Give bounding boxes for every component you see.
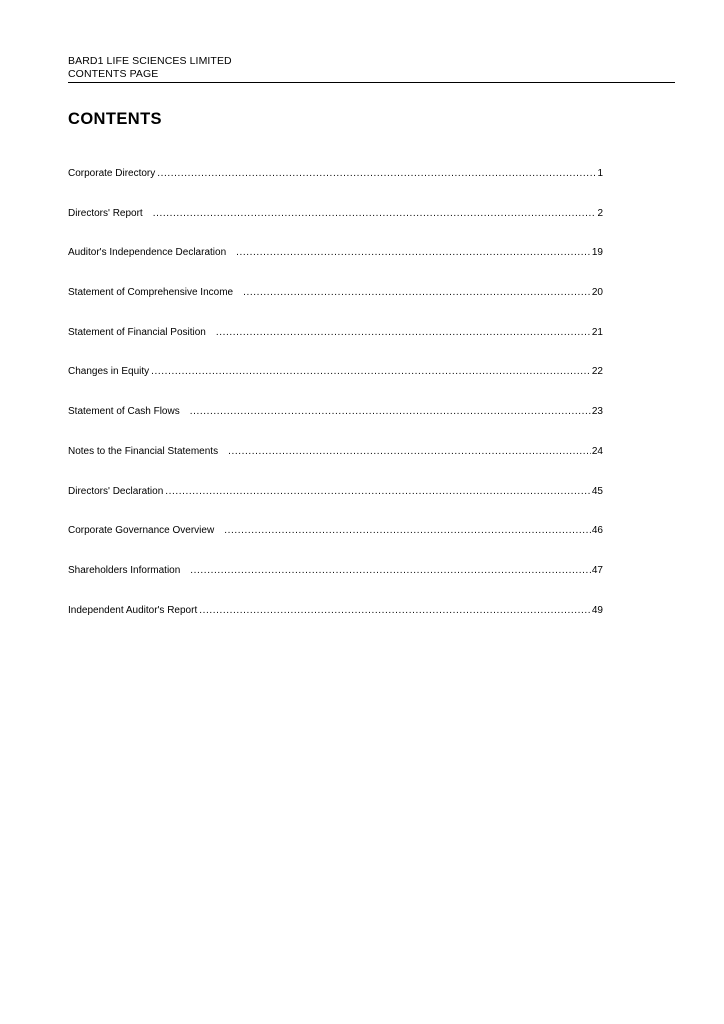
toc-entry-statement-of-financial-position[interactable] xyxy=(68,326,603,366)
toc-dot-leader xyxy=(228,445,591,459)
toc-dot-leader xyxy=(157,167,596,181)
toc-entry-corporate-governance-overview[interactable] xyxy=(68,524,603,564)
page-header xyxy=(68,55,675,83)
toc-entry-page: 20 xyxy=(591,287,603,299)
toc-entry-label: Corporate Governance Overview xyxy=(68,525,215,537)
toc-dot-leader xyxy=(243,286,591,300)
toc-entry-page: 21 xyxy=(591,326,603,338)
toc-entry-label: Directors' Declaration xyxy=(68,485,164,497)
toc-entry-page: 19 xyxy=(591,247,603,259)
toc-entry-page: 2 xyxy=(597,207,603,219)
toc-entry-label: Statement of Comprehensive Income xyxy=(68,287,234,299)
toc-entry-label: Directors' Report xyxy=(68,207,143,219)
toc-entry-auditors-independence-declaration[interactable] xyxy=(68,246,603,286)
toc-entry-label: Independent Auditor's Report xyxy=(68,604,198,616)
toc-dot-leader xyxy=(236,246,591,260)
toc-entry-label: Shareholders Information xyxy=(68,564,181,576)
toc-entry-page: 47 xyxy=(591,564,603,576)
toc-entry-page: 45 xyxy=(591,485,603,497)
toc-entry-page: 23 xyxy=(591,406,603,418)
toc-entry-statement-of-comprehensive-income[interactable] xyxy=(68,286,603,326)
toc-dot-leader xyxy=(190,405,591,419)
toc-entry-directors-report[interactable] xyxy=(68,207,603,247)
toc-dot-leader xyxy=(151,365,591,379)
toc-entry-page: 1 xyxy=(597,168,603,179)
toc-entry-label: Statement of Financial Position xyxy=(68,326,206,338)
toc-entry-page: 49 xyxy=(591,604,603,616)
toc-entry-statement-of-cash-flows[interactable] xyxy=(68,405,603,445)
toc-entry-label: Notes to the Financial Statements xyxy=(68,445,219,457)
toc-entry-directors-declaration[interactable] xyxy=(68,485,603,525)
toc-dot-leader xyxy=(165,485,591,499)
toc-entry-independent-auditors-report[interactable] xyxy=(68,604,603,644)
toc-dot-leader xyxy=(224,524,591,538)
toc-entry-label: Corporate Directory xyxy=(68,168,156,179)
toc-entry-label: Changes in Equity xyxy=(68,366,150,378)
toc-dot-leader xyxy=(190,564,591,578)
table-of-contents xyxy=(68,167,603,643)
toc-entry-page: 24 xyxy=(591,445,603,457)
company-name: BARD1 LIFE SCIENCES LIMITED xyxy=(68,55,232,67)
toc-entry-shareholders-information[interactable] xyxy=(68,564,603,604)
toc-entry-page: 46 xyxy=(591,525,603,537)
toc-dot-leader xyxy=(216,326,591,340)
toc-entry-corporate-directory[interactable] xyxy=(68,167,603,207)
toc-dot-leader xyxy=(153,207,597,221)
page-title: CONTENTS xyxy=(68,110,162,128)
toc-entry-label: Statement of Cash Flows xyxy=(68,406,180,418)
toc-dot-leader xyxy=(199,604,591,618)
toc-entry-page: 22 xyxy=(591,366,603,378)
toc-entry-notes-to-the-financial-statements[interactable] xyxy=(68,445,603,485)
page-name: CONTENTS PAGE xyxy=(68,68,159,80)
toc-entry-changes-in-equity[interactable] xyxy=(68,365,603,405)
toc-entry-label: Auditor's Independence Declaration xyxy=(68,247,227,259)
